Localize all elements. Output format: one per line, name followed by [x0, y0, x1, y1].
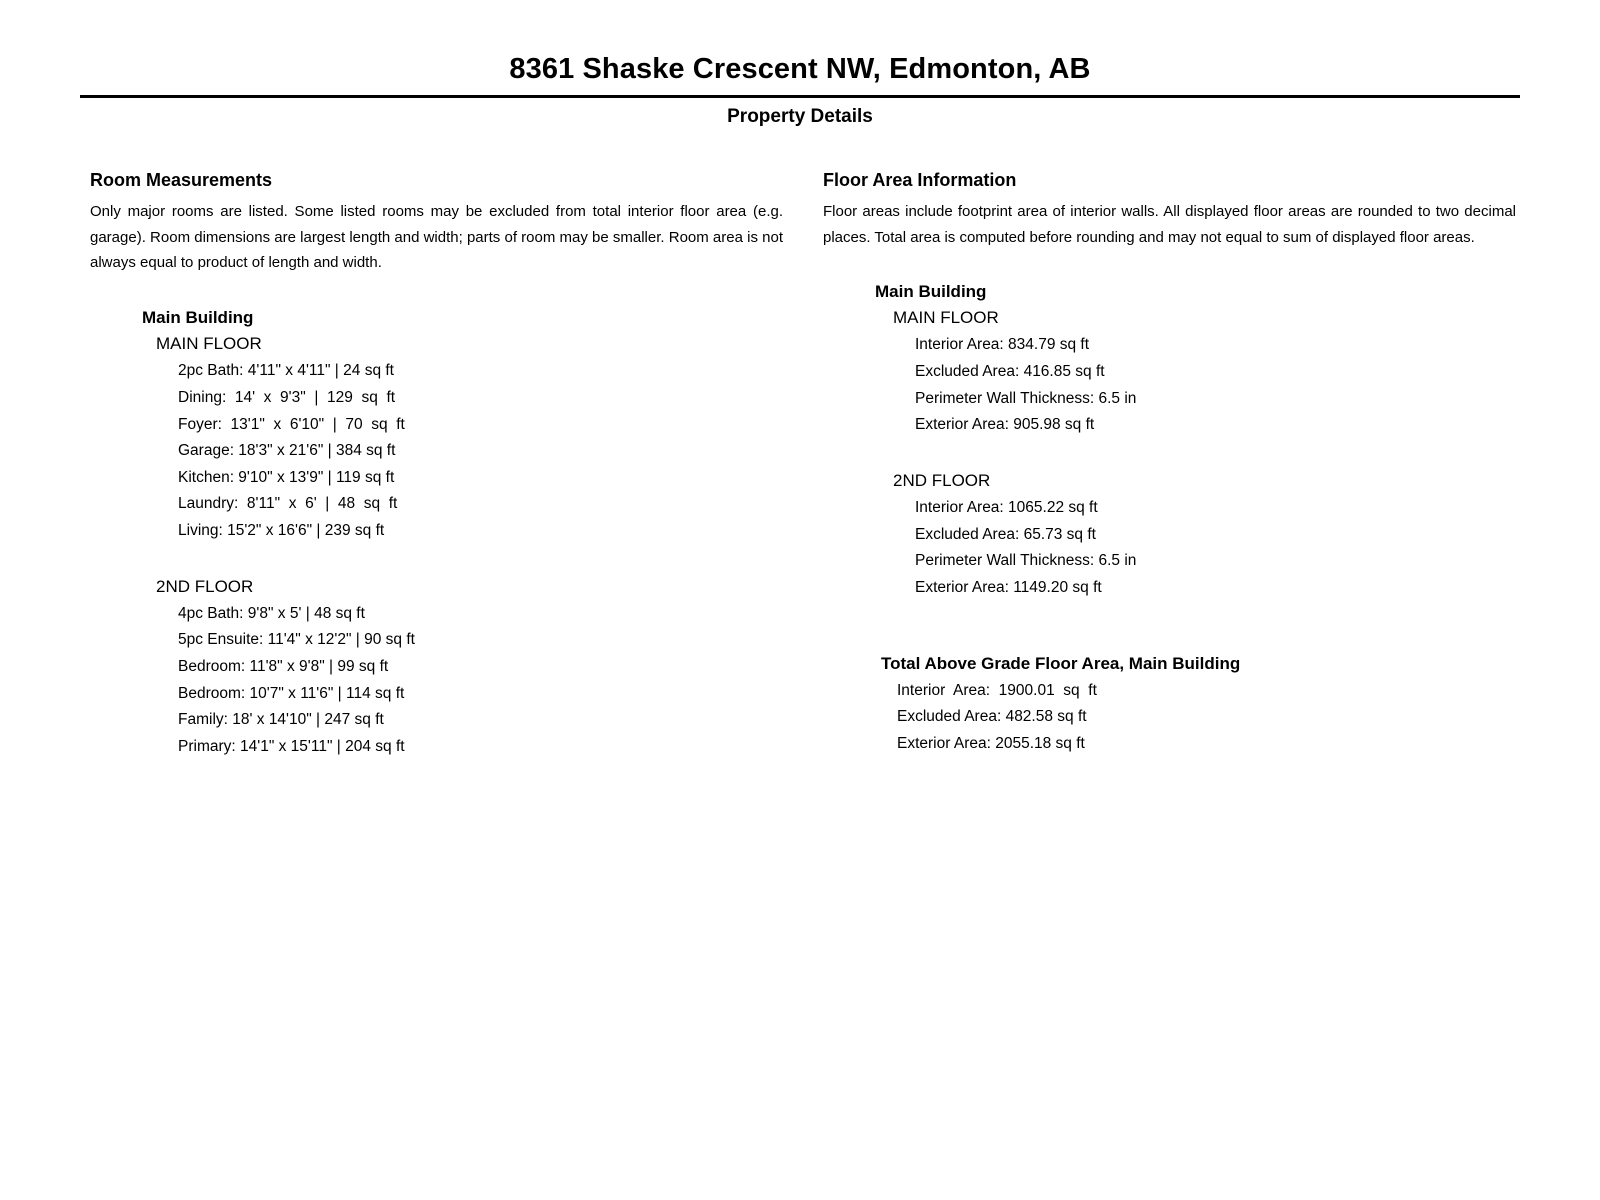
list-item: Garage: 18'3" x 21'6" | 384 sq ft — [178, 442, 396, 460]
room-measurements-column — [90, 170, 783, 761]
page-subtitle: Property Details — [727, 105, 873, 127]
area-block-main — [823, 308, 1516, 439]
list-item: Bedroom: 10'7" x 11'6" | 114 sq ft — [178, 684, 405, 702]
total-area-list — [823, 678, 1516, 758]
list-item: 2pc Bath: 4'11" x 4'11" | 24 sq ft — [178, 362, 394, 380]
page-title: 8361 Shaske Crescent NW, Edmonton, AB — [509, 53, 1091, 85]
list-item: Perimeter Wall Thickness: 6.5 in — [915, 389, 1137, 407]
list-item: Interior Area: 1065.22 sq ft — [915, 499, 1098, 517]
list-item: Interior Area: 834.79 sq ft — [915, 336, 1090, 354]
floor-name-second: 2ND FLOOR — [893, 471, 991, 491]
floor-area-building — [823, 282, 1516, 757]
list-item: Foyer: 13'1" x 6'10" | 70 sq ft — [178, 415, 405, 433]
floor-name-main: MAIN FLOOR — [893, 308, 999, 328]
room-measurements-heading: Room Measurements — [90, 169, 273, 190]
list-item: Perimeter Wall Thickness: 6.5 in — [915, 552, 1137, 570]
total-area-heading: Total Above Grade Floor Area, Main Building — [881, 653, 1241, 673]
area-block-second — [823, 471, 1516, 602]
list-item: Kitchen: 9'10" x 13'9" | 119 sq ft — [178, 468, 395, 486]
room-measurements-note: Only major rooms are listed. Some listed rooms may be excluded from total interior floor area (e.g. garage). Room dimensions are largest length and width; parts of room may be smaller. Room area is not always equal to product of length and width. — [90, 202, 783, 272]
building-name: Main Building — [875, 282, 987, 302]
list-item: Exterior Area: 2055.18 sq ft — [897, 734, 1085, 752]
list-item: Exterior Area: 1149.20 sq ft — [915, 578, 1102, 596]
list-item: Family: 18' x 14'10" | 247 sq ft — [178, 711, 384, 729]
list-item: Dining: 14' x 9'3" | 129 sq ft — [178, 388, 396, 406]
area-list-main — [823, 332, 1516, 439]
content-columns — [0, 170, 1600, 761]
list-item: Primary: 14'1" x 15'11" | 204 sq ft — [178, 738, 405, 756]
total-area-block — [823, 654, 1516, 758]
list-item: Excluded Area: 482.58 sq ft — [897, 708, 1087, 726]
list-item: Interior Area: 1900.01 sq ft — [897, 681, 1097, 699]
floor-name-main: MAIN FLOOR — [156, 334, 262, 354]
list-item: Laundry: 8'11" x 6' | 48 sq ft — [178, 495, 398, 513]
area-list-second — [823, 495, 1516, 602]
floor-name-second: 2ND FLOOR — [156, 576, 254, 596]
room-list-second — [90, 601, 783, 761]
floor-block-main — [90, 334, 783, 545]
list-item: 4pc Bath: 9'8" x 5' | 48 sq ft — [178, 604, 365, 622]
room-list-main — [90, 358, 783, 545]
room-measurements-building — [90, 308, 783, 761]
floor-block-second — [90, 577, 783, 761]
list-item: 5pc Ensuite: 11'4" x 12'2" | 90 sq ft — [178, 631, 415, 649]
list-item: Living: 15'2" x 16'6" | 239 sq ft — [178, 522, 385, 540]
floor-area-note: Floor areas include footprint area of interior walls. All displayed floor areas are rounded to two decimal places. Total area is computed before rounding and may not equal to sum of displayed floor areas. — [823, 202, 1516, 246]
list-item: Bedroom: 11'8" x 9'8" | 99 sq ft — [178, 658, 389, 676]
building-name: Main Building — [142, 308, 254, 328]
floor-area-heading: Floor Area Information — [823, 169, 1017, 190]
floor-area-column — [823, 170, 1516, 761]
list-item: Excluded Area: 65.73 sq ft — [915, 525, 1096, 543]
list-item: Exterior Area: 905.98 sq ft — [915, 416, 1095, 434]
list-item: Excluded Area: 416.85 sq ft — [915, 363, 1105, 381]
